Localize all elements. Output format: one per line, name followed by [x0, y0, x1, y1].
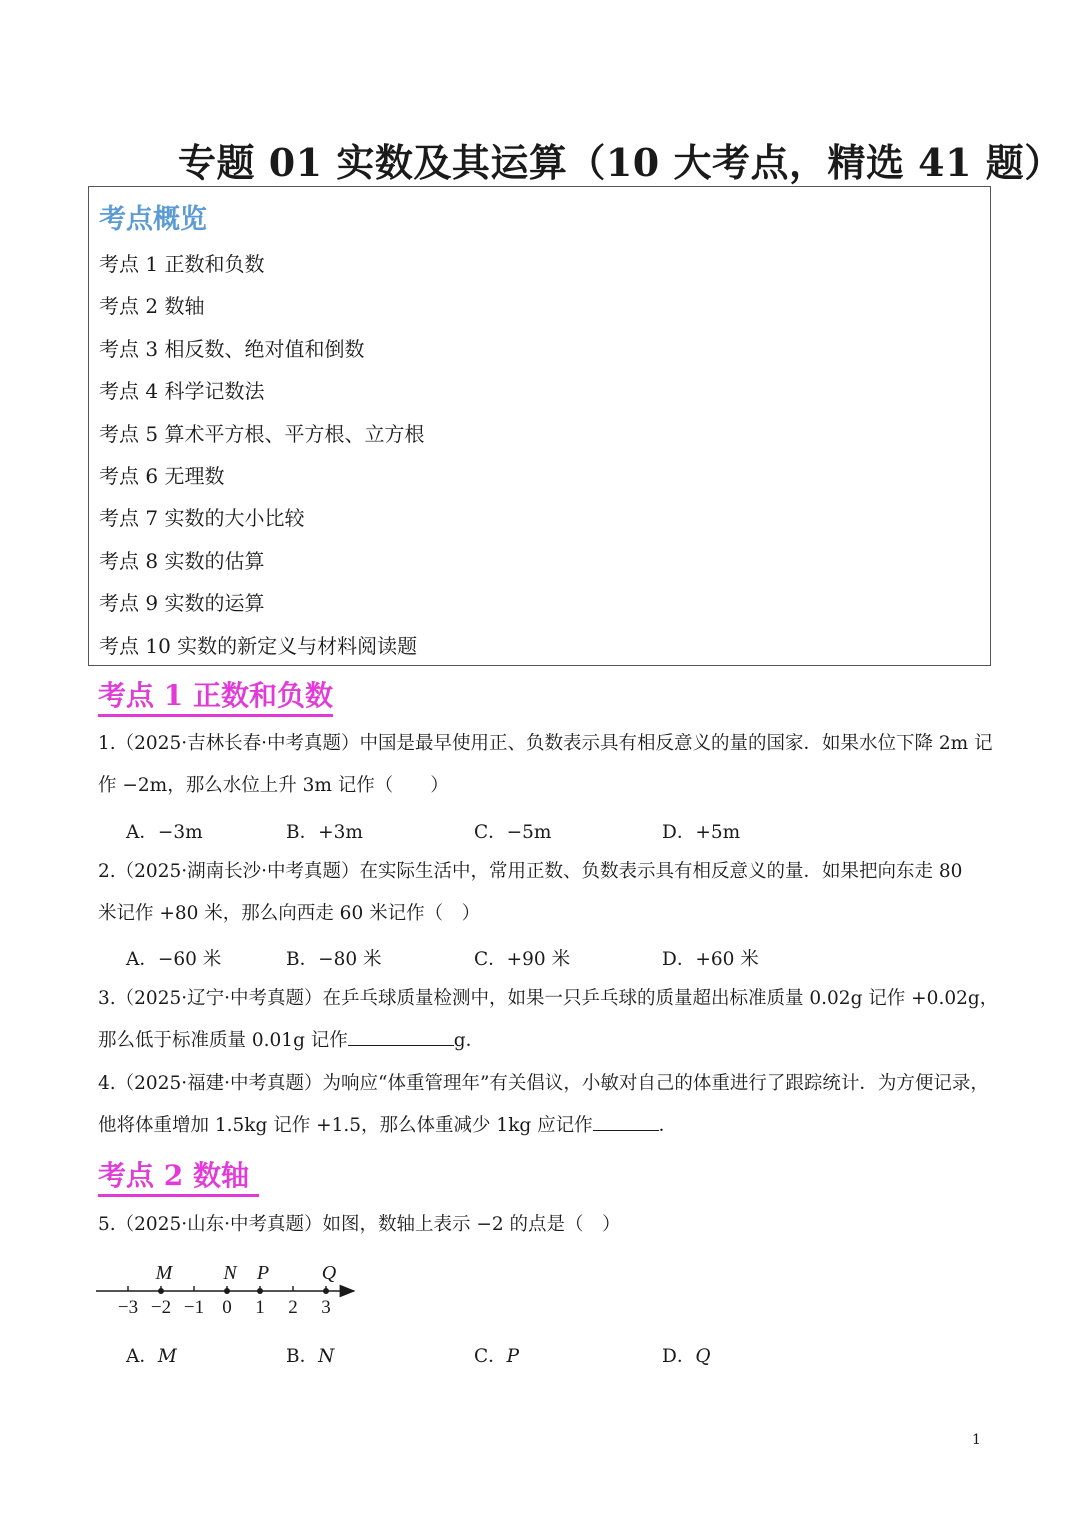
- number-line-point-label: P: [256, 1262, 270, 1284]
- overview-item: 考点 1 正数和负数: [99, 252, 265, 276]
- question-4: [98, 1063, 988, 1147]
- question-5-options: [126, 1342, 826, 1372]
- number-line-point: [224, 1288, 230, 1294]
- option-d: D．+60 米: [662, 949, 759, 970]
- number-line-point: [257, 1288, 263, 1294]
- number-line-point-label: M: [155, 1262, 173, 1284]
- question-5-line-1: 5.（2025·山东·中考真题）如图，数轴上表示 −2 的点是（ ）: [98, 1214, 621, 1235]
- question-4-text: 他将体重增加 1.5kg 记作 +1.5，那么体重减少 1kg 应记作: [98, 1115, 593, 1136]
- question-2-options: [126, 945, 826, 975]
- question-4-line-2: [98, 1105, 988, 1147]
- question-3-line-2: [98, 1020, 988, 1062]
- number-line-tick-label: 3: [321, 1297, 331, 1318]
- page-title: 专题 01 实数及其运算（10 大考点，精选 41 题）: [178, 140, 1063, 185]
- option-d: D．Q: [662, 1346, 711, 1367]
- option-b: B．N: [286, 1346, 335, 1367]
- number-line-point-label: Q: [321, 1262, 337, 1284]
- number-line-tick-label: 1: [255, 1297, 265, 1318]
- overview-item: 考点 3 相反数、绝对值和倒数: [99, 336, 365, 361]
- page-number: 1: [972, 1432, 981, 1448]
- question-5: [98, 1204, 988, 1246]
- number-line-tick-label: 2: [288, 1297, 298, 1318]
- option-c: C．P: [474, 1346, 520, 1367]
- overview-heading: 考点概览: [99, 204, 207, 235]
- number-line-point: [158, 1288, 164, 1294]
- question-3-line-1: 3.（2025·辽宁·中考真题）在乒乓球质量检测中，如果一只乒乓球的质量超出标准质量 0.02g 记作 +0.02g，: [98, 988, 999, 1009]
- number-line-point-label: N: [223, 1262, 237, 1284]
- question-2-line-2: 米记作 +80 米，那么向西走 60 米记作（ ）: [98, 903, 481, 924]
- question-4-end: ．: [658, 1115, 678, 1136]
- option-b: B．−80 米: [286, 949, 382, 970]
- overview-item: 考点 4 科学记数法: [99, 379, 265, 404]
- option-c: C．−5m: [474, 822, 552, 843]
- question-3-text: 那么低于标准质量 0.01g 记作: [98, 1030, 348, 1051]
- option-b: B．+3m: [286, 822, 363, 843]
- number-line-tick-label: −2: [150, 1297, 172, 1318]
- question-4-line-1: 4.（2025·福建·中考真题）为响应“体重管理年”有关倡议，小敏对自己的体重进行了跟踪统计．为方便记录，: [98, 1073, 989, 1094]
- number-line-tick-label: −3: [117, 1297, 139, 1318]
- question-3: [98, 978, 999, 1062]
- section-heading-1: 考点 1 正数和负数: [98, 678, 333, 717]
- section-heading-2: 考点 2 数轴: [98, 1158, 259, 1197]
- number-line-point: [323, 1288, 329, 1294]
- overview-list: [99, 247, 424, 671]
- question-1-line-2: 作 −2m，那么水位上升 3m 记作（ ）: [98, 775, 449, 796]
- question-3-unit: g．: [453, 1030, 485, 1051]
- number-line: [96, 1255, 366, 1325]
- question-1-options: [126, 818, 826, 848]
- answer-blank[interactable]: [593, 1112, 659, 1131]
- question-1-line-1: 1.（2025·吉林长春·中考真题）中国是最早使用正、负数表示具有相反意义的量的国家．如果水位下降 2m 记: [98, 733, 993, 754]
- overview-box: [88, 186, 991, 666]
- number-line-tick-label: 0: [222, 1297, 232, 1318]
- overview-item: 考点 2 数轴: [99, 294, 205, 319]
- number-line-tick-label: −1: [183, 1297, 205, 1318]
- overview-item: 考点 7 实数的大小比较: [99, 506, 305, 531]
- question-2: [98, 851, 988, 935]
- option-a: A．−60 米: [126, 949, 222, 970]
- overview-item: 考点 5 算术平方根、平方根、立方根: [99, 421, 425, 446]
- option-d: D．+5m: [662, 822, 741, 843]
- overview-item: 考点 6 无理数: [99, 463, 225, 488]
- overview-item: 考点 9 实数的运算: [99, 591, 265, 616]
- question-1: [98, 723, 993, 807]
- option-c: C．+90 米: [474, 949, 571, 970]
- overview-item: 考点 8 实数的估算: [99, 548, 265, 573]
- question-2-line-1: 2.（2025·湖南长沙·中考真题）在实际生活中，常用正数、负数表示具有相反意义的量．如果把向东走 80: [98, 861, 963, 882]
- overview-item: 考点 10 实数的新定义与材料阅读题: [99, 633, 418, 658]
- answer-blank[interactable]: [348, 1027, 454, 1046]
- option-a: A．−3m: [126, 822, 203, 843]
- option-a: A．M: [126, 1346, 177, 1367]
